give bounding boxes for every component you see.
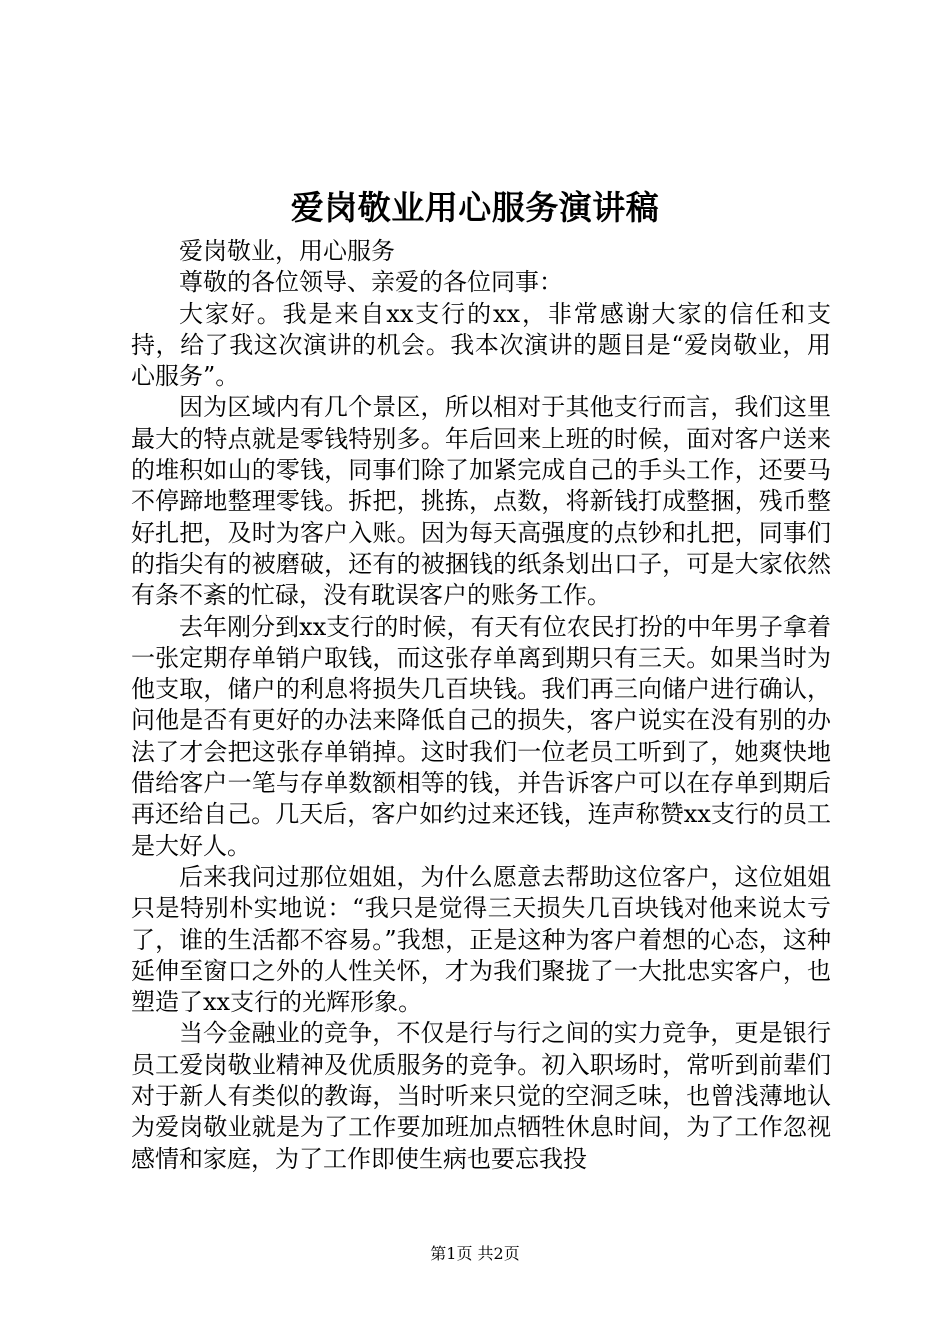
- paragraph-salutation: 尊敬的各位领导、亲爱的各位同事：: [179, 268, 563, 297]
- page-footer: 第1页 共2页: [430, 1244, 520, 1263]
- paragraph: 大家好。我是来自xx支行的xx，非常感谢大家的信任和支持，给了我这次演讲的机会。我本次演讲的题目是“爱岗敬业，用心服务”。: [131, 299, 831, 391]
- document-body: [131, 236, 831, 1175]
- paragraph-subtitle: 爱岗敬业，用心服务: [179, 237, 395, 265]
- paragraph: 后来我问过那位姐姐，为什么愿意去帮助这位客户，这位姐姐只是特别朴实地说：“我只是觉得三天损失几百块钱对他来说太亏了，谁的生活都不容易。”我想，正是这种为客户着想的心态，这种延伸至窗口之外的人性关怀，才为我们聚拢了一大批忠实客户，也塑造了xx支行的光辉形象。: [131, 862, 831, 1017]
- document-title: 爱岗敬业用心服务演讲稿: [290, 188, 660, 227]
- paragraph: 因为区域内有几个景区，所以相对于其他支行而言，我们这里最大的特点就是零钱特别多。年后回来上班的时候，面对客户送来的堆积如山的零钱，同事们除了加紧完成自己的手头工作，还要马不停蹄地整理零钱。拆把，挑拣，点数，将新钱打成整捆，残币整好扎把，及时为客户入账。因为每天高强度的点钞和扎把，同事们的指尖有的被磨破，还有的被捆钱的纸条划出口子，可是大家依然有条不紊的忙碌，没有耽误客户的账务工作。: [131, 393, 831, 610]
- paragraph: 当今金融业的竞争，不仅是行与行之间的实力竞争，更是银行员工爱岗敬业精神及优质服务的竞争。初入职场时，常听到前辈们对于新人有类似的教诲，当时听来只觉的空洞乏味，也曾浅薄地认为爱岗敬业就是为了工作要加班加点牺牲休息时间，为了工作忽视感情和家庭，为了工作即使生病也要忘我投: [131, 1019, 831, 1173]
- paragraph: 去年刚分到xx支行的时候，有天有位农民打扮的中年男子拿着一张定期存单销户取钱，而这张存单离到期只有三天。如果当时为他支取，储户的利息将损失几百块钱。我们再三向储户进行确认，问他是否有更好的办法来降低自己的损失，客户说实在没有别的办法了才会把这张存单销掉。这时我们一位老员工听到了，她爽快地借给客户一笔与存单数额相等的钱，并告诉客户可以在存单到期后再还给自己。几天后，客户如约过来还钱，连声称赞xx支行的员工是大好人。: [131, 612, 831, 860]
